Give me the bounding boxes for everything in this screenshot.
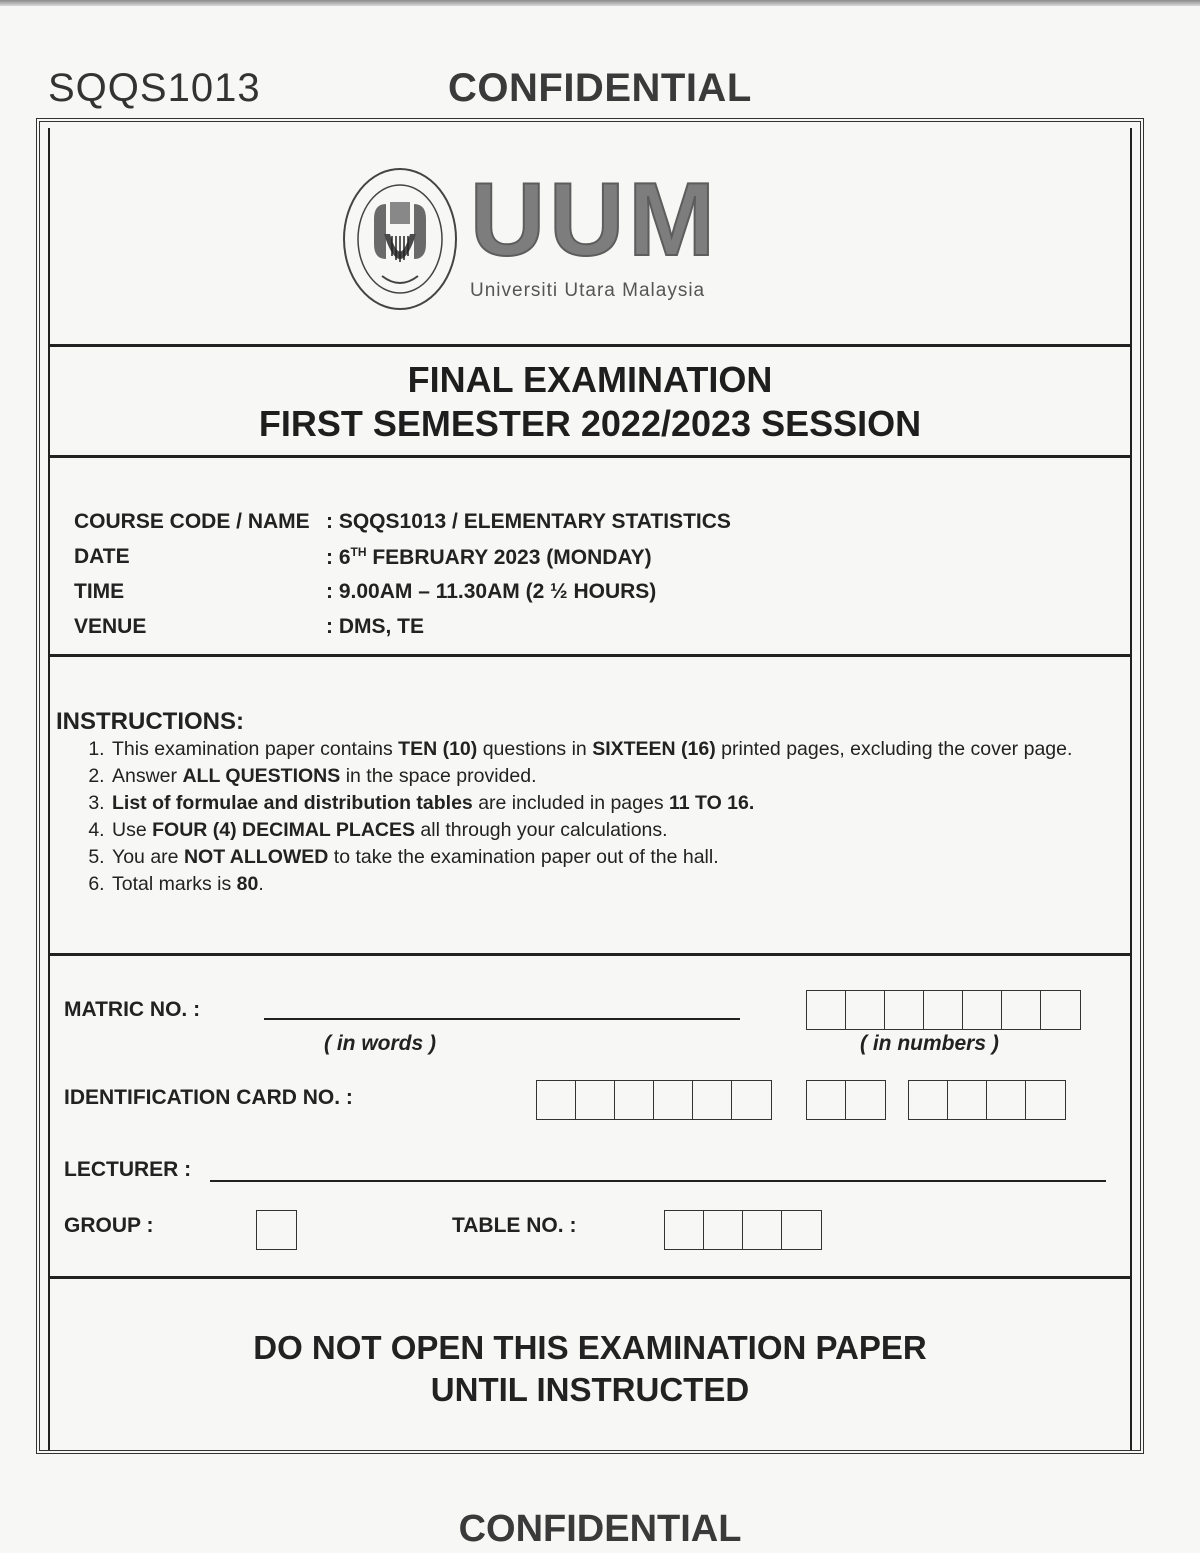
lecturer-label: LECTURER : — [64, 1158, 192, 1181]
matric-number-boxes[interactable] — [806, 990, 1081, 1030]
warning-line2: UNTIL INSTRUCTED — [430, 1371, 750, 1408]
group-box[interactable] — [256, 1210, 297, 1250]
scan-edge — [0, 0, 1200, 6]
instruction-item: 4. Use FOUR (4) DECIMAL PLACES all through your calculations. — [110, 817, 1170, 844]
ic-boxes-part2[interactable] — [806, 1080, 886, 1120]
time-label: TIME — [74, 580, 125, 603]
matric-words-line[interactable] — [264, 1018, 740, 1020]
date-label: DATE — [74, 545, 130, 568]
instruction-item: 5. You are NOT ALLOWED to take the examination paper out of the hall. — [110, 844, 1170, 871]
matric-words-hint: ( in words ) — [324, 1032, 436, 1055]
lecturer-line[interactable] — [210, 1180, 1106, 1182]
ic-boxes-part3[interactable] — [908, 1080, 1066, 1120]
details-section — [48, 458, 1132, 654]
instruction-item: 2. Answer ALL QUESTIONS in the space provided. — [110, 763, 1170, 790]
warning-line1: DO NOT OPEN THIS EXAMINATION PAPER — [253, 1329, 927, 1366]
instruction-item: 3. List of formulae and distribution tables are included in pages 11 TO 16. — [110, 790, 1170, 817]
footer-confidential: CONFIDENTIAL — [458, 1508, 742, 1550]
instructions-list — [72, 736, 1170, 898]
instruction-item: 6. Total marks is 80. — [110, 871, 1170, 898]
header-confidential: CONFIDENTIAL — [448, 66, 752, 110]
course-value: : SQQS1013 / ELEMENTARY STATISTICS — [326, 510, 731, 533]
title-section — [48, 347, 1132, 455]
header-course-code: SQQS1013 — [48, 66, 261, 110]
table-no-boxes[interactable] — [664, 1210, 822, 1250]
course-label: COURSE CODE / NAME — [74, 510, 310, 533]
matric-numbers-hint: ( in numbers ) — [860, 1032, 999, 1055]
group-label: GROUP : — [64, 1214, 154, 1237]
cover-frame — [36, 118, 1144, 1454]
university-name: Universiti Utara Malaysia — [470, 280, 706, 301]
uum-wordmark: UUM — [470, 162, 719, 278]
time-value: : 9.00AM – 11.30AM (2 ½ HOURS) — [326, 580, 657, 603]
instructions-heading: INSTRUCTIONS: — [56, 708, 244, 735]
exam-title: FINAL EXAMINATION — [407, 359, 773, 400]
logo-section — [48, 128, 1132, 344]
instruction-item: 1. This examination paper contains TEN (10) questions in SIXTEEN (16) printed pages, excluding the cover page. — [110, 736, 1170, 763]
venue-value: : DMS, TE — [326, 615, 424, 638]
table-no-label: TABLE NO. : — [452, 1214, 577, 1237]
uum-seal-icon — [340, 164, 460, 314]
date-value: : 6TH FEBRUARY 2023 (MONDAY) — [326, 545, 652, 569]
exam-session: FIRST SEMESTER 2022/2023 SESSION — [258, 403, 922, 444]
ic-label: IDENTIFICATION CARD NO. : — [64, 1086, 353, 1109]
ic-boxes-part1[interactable] — [536, 1080, 772, 1120]
matric-label: MATRIC NO. : — [64, 998, 201, 1021]
warning-section — [48, 1279, 1132, 1450]
venue-label: VENUE — [74, 615, 147, 638]
